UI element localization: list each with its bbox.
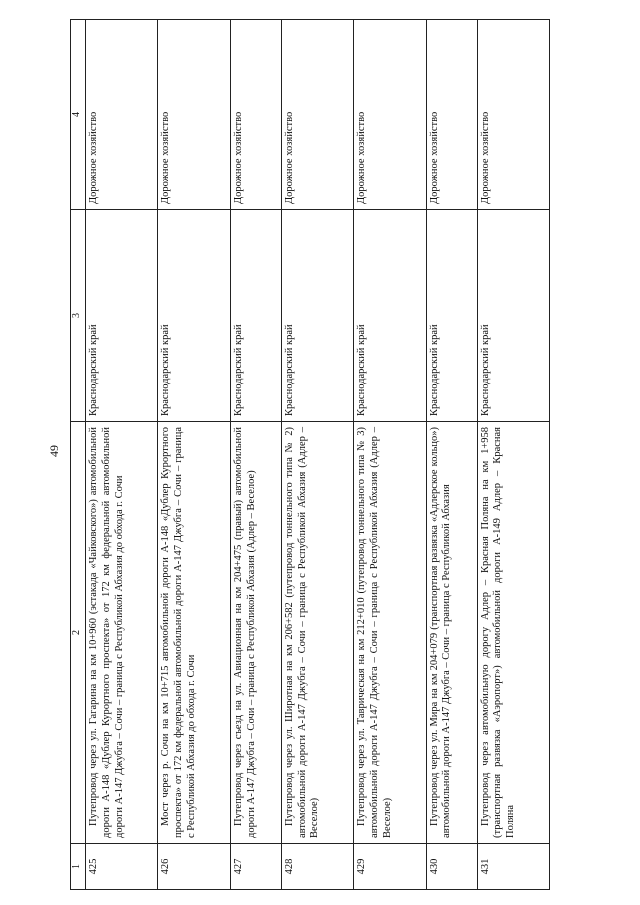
row-number: 425 [86, 844, 158, 890]
table-row [477, 20, 549, 890]
table-row [426, 20, 477, 890]
sector-cell: Дорожное хозяйство [426, 20, 477, 210]
page-number: 49 [47, 445, 61, 457]
table-row [86, 20, 158, 890]
row-number: 426 [158, 844, 230, 890]
table-row [158, 20, 230, 890]
region-cell: Краснодарский край [86, 210, 158, 422]
region-cell: Краснодарский край [354, 210, 426, 422]
object-description: Мост через р. Сочи на км 10+715 автомобильной дороги А-148 «Дублер Курортного проспекта» от 172 км федеральной автомобильной дороги А-147 Джубга – Сочи – граница с Республикой Абхазия до обхода г. Сочи [158, 422, 230, 844]
region-cell: Краснодарский край [281, 210, 353, 422]
sector-cell: Дорожное хозяйство [158, 20, 230, 210]
region-cell: Краснодарский край [230, 210, 281, 422]
row-number: 427 [230, 844, 281, 890]
object-description: Путепровод через ул. Мира на км 204+079 (транспортная развязка «Адлерское кольцо») автомобильной дороги А-147 Джубга – Сочи – граница с Республикой Абхазия [426, 422, 477, 844]
row-number: 431 [477, 844, 549, 890]
region-cell: Краснодарский край [477, 210, 549, 422]
table-row [230, 20, 281, 890]
sector-cell: Дорожное хозяйство [281, 20, 353, 210]
column-header: 4 [71, 20, 86, 210]
row-number: 429 [354, 844, 426, 890]
column-header: 2 [71, 422, 86, 844]
objects-table [70, 19, 550, 890]
object-description: Путепровод через автомобильную дорогу Адлер – Красная Поляна на км 1+958 (транспортная развязка «Аэропорт») автомобильной дороги А-149 Адлер – Красная Поляна [477, 422, 549, 844]
rotated-table-wrapper [70, 20, 550, 890]
sector-cell: Дорожное хозяйство [354, 20, 426, 210]
object-description: Путепровод через съезд на ул. Авиационная на км 204+475 (правый) автомобильной дороги А-147 Джубга – Сочи – граница с Республикой Абхазия (Адлер – Веселое) [230, 422, 281, 844]
object-description: Путепровод через ул. Широтная на км 206+582 (путепровод тоннельного типа № 2) автомобильной дороги А-147 Джубга – Сочи – граница с Республикой Абхазия (Адлер – Веселое) [281, 422, 353, 844]
object-description: Путепровод через ул. Гагарина на км 10+960 (эстакада «Чайковского») автомобильной дороги А-148 «Дублер Курортного проспекта» от 172 км федеральной автомобильной дороги А-147 Джубга – Сочи – граница с Республикой Абхазия до обхода г. Сочи [86, 422, 158, 844]
sector-cell: Дорожное хозяйство [477, 20, 549, 210]
sector-cell: Дорожное хозяйство [230, 20, 281, 210]
region-cell: Краснодарский край [158, 210, 230, 422]
row-number: 428 [281, 844, 353, 890]
object-description: Путепровод через ул. Таврическая на км 212+010 (путепровод тоннельного типа № 3) автомобильной дороги А-147 Джубга – Сочи – граница с Республикой Абхазия (Адлер – Веселое) [354, 422, 426, 844]
table-header-row [71, 20, 86, 890]
table-row [281, 20, 353, 890]
column-header: 1 [71, 844, 86, 890]
row-number: 430 [426, 844, 477, 890]
region-cell: Краснодарский край [426, 210, 477, 422]
sector-cell: Дорожное хозяйство [86, 20, 158, 210]
table-row [354, 20, 426, 890]
column-header: 3 [71, 210, 86, 422]
